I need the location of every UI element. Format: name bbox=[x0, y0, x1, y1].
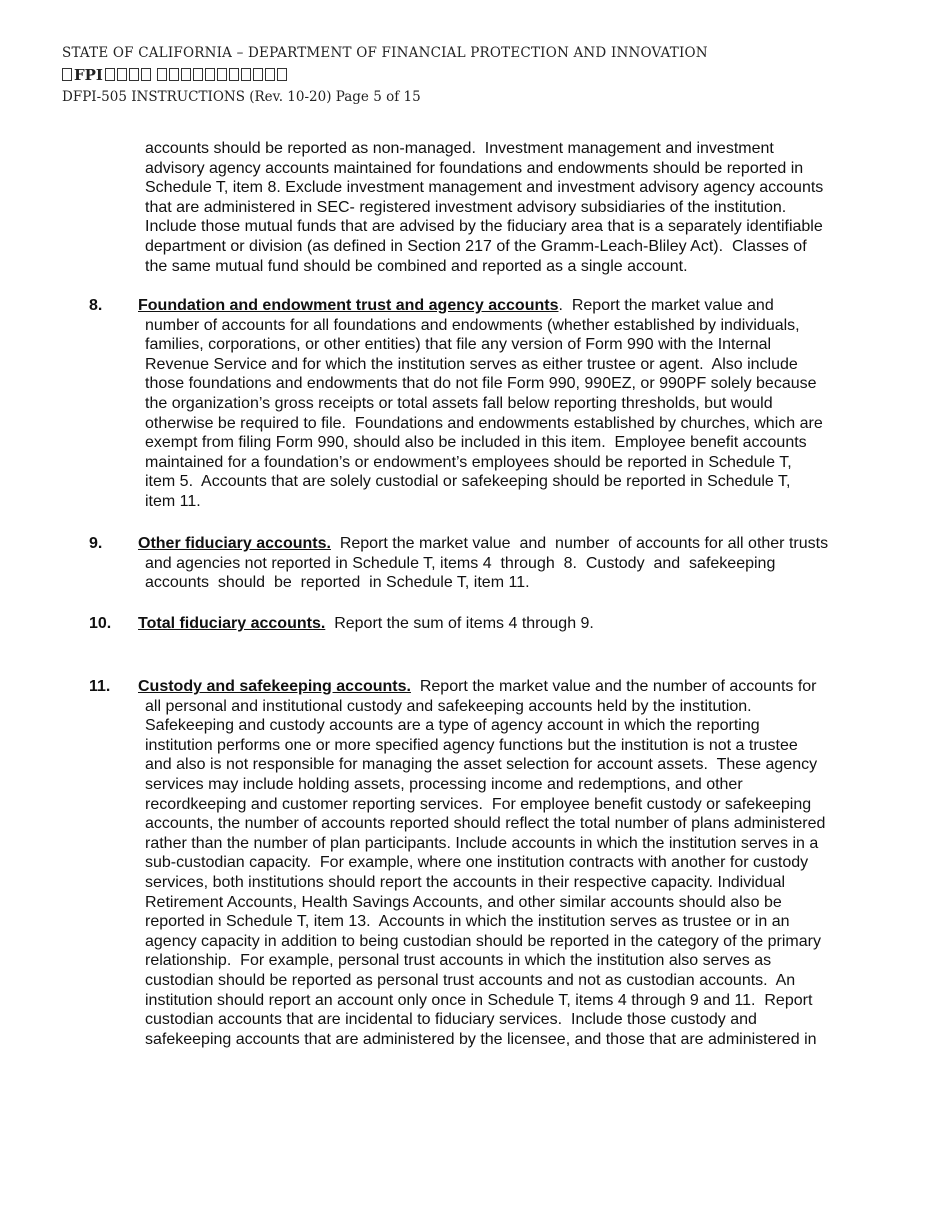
item-10-paragraph bbox=[138, 614, 880, 634]
text-line: advisory agency accounts maintained for foundations and endowments should be reported in bbox=[145, 159, 804, 177]
text-line: relationship. For example, personal trust accounts in which the institution also serves as bbox=[145, 952, 772, 970]
glyph-box-icon bbox=[141, 68, 151, 81]
text-line: number of accounts for all foundations and endowments (whether established by individuals, bbox=[145, 316, 800, 334]
text-line: services, both institutions should report the accounts in their respective capacity. Individual bbox=[145, 873, 786, 891]
text-line: reported in Schedule T, item 13. Accounts in which the institution serves as trustee or in an bbox=[145, 913, 790, 931]
glyph-box-icon bbox=[277, 68, 287, 81]
text-line: recordkeeping and customer reporting services. For employee benefit custody or safekeeping bbox=[145, 795, 812, 813]
glyph-box-icon bbox=[265, 68, 275, 81]
item-first-line bbox=[138, 296, 880, 316]
text-line: the organization’s gross receipts or total assets fall below reporting thresholds, but would bbox=[145, 394, 773, 412]
glyph-box-icon bbox=[193, 68, 203, 81]
glyph-box-icon bbox=[169, 68, 179, 81]
text-line: custodian should be reported as personal trust accounts and not as custodian accounts. An bbox=[145, 971, 796, 989]
item-first-line-text: Report the market value and number of accounts for all other trusts bbox=[330, 535, 829, 552]
item-first-line bbox=[138, 677, 880, 697]
text-line: Schedule T, item 8. Exclude investment management and investment advisory agency accounts bbox=[145, 179, 824, 197]
glyph-box-icon bbox=[217, 68, 227, 81]
text-line: exempt from filing Form 990, should also be included in this item. Employee benefit accounts bbox=[145, 434, 807, 452]
glyph-box-icon bbox=[62, 68, 72, 81]
text-line: department or division (as defined in Section 217 of the Gramm-Leach-Bliley Act). Classes of bbox=[145, 237, 807, 255]
item-9-paragraph bbox=[138, 534, 880, 593]
glyph-box-icon bbox=[129, 68, 139, 81]
item-first-line bbox=[138, 534, 880, 554]
text-line: accounts should be reported in Schedule T, item 11. bbox=[145, 574, 530, 592]
text-line: families, corporations, or other entities) that file any version of Form 990 with the Internal bbox=[145, 336, 772, 354]
text-line: Safekeeping and custody accounts are a type of agency account in which the reporting bbox=[145, 717, 760, 735]
item-first-line-text: . Report the market value and bbox=[558, 297, 774, 314]
agency-logo-line bbox=[62, 64, 708, 86]
glyph-box-icon bbox=[117, 68, 127, 81]
text-line: those foundations and endowments that do not file Form 990, 990EZ, or 990PF solely because bbox=[145, 375, 817, 393]
item-11-paragraph bbox=[138, 677, 880, 1049]
item-heading: Custody and safekeeping accounts. bbox=[138, 678, 411, 695]
form-identifier: DFPI-505 INSTRUCTIONS (Rev. 10-20) Page 5 of 15 bbox=[62, 89, 421, 105]
item-number: 10. bbox=[89, 615, 112, 632]
glyph-box-icon bbox=[253, 68, 263, 81]
item-heading: Foundation and endowment trust and agency accounts bbox=[138, 297, 559, 314]
text-line: accounts should be reported as non-managed. Investment management and investment bbox=[145, 140, 774, 157]
item-heading: Other fiduciary accounts. bbox=[138, 535, 331, 552]
text-line: item 5. Accounts that are solely custodial or safekeeping should be reported in Schedule T, bbox=[145, 473, 791, 491]
text-line: accounts, the number of accounts reported should reflect the total number of plans administered bbox=[145, 815, 826, 833]
text-line: item 11. bbox=[145, 492, 201, 510]
text-line: Include those mutual funds that are advised by the fiduciary area that is a separately identifiable bbox=[145, 218, 823, 236]
glyph-box-icon bbox=[229, 68, 239, 81]
text-line: that are administered in SEC- registered investment advisory subsidiaries of the institution. bbox=[145, 198, 787, 216]
item-first-line-text: Report the sum of items 4 through 9. bbox=[325, 615, 594, 632]
item-heading: Total fiduciary accounts. bbox=[138, 615, 326, 632]
text-line: Revenue Service and for which the institution serves as either trustee or agent. Also include bbox=[145, 355, 798, 373]
glyph-box-icon bbox=[241, 68, 251, 81]
text-line: and also is not responsible for managing the asset selection for account assets. These agency bbox=[145, 756, 818, 774]
glyph-box-icon bbox=[105, 68, 115, 81]
continuation-paragraph bbox=[145, 139, 880, 276]
glyph-box-icon bbox=[181, 68, 191, 81]
text-line: all personal and institutional custody and safekeeping accounts held by the institution. bbox=[145, 697, 752, 715]
page-header bbox=[62, 42, 708, 108]
item-number: 11. bbox=[89, 678, 111, 695]
text-line: institution should report an account only once in Schedule T, items 4 through 9 and 11. Report bbox=[145, 991, 813, 1009]
item-number: 9. bbox=[89, 535, 103, 552]
text-line: safekeeping accounts that are administered by the licensee, and those that are administered in bbox=[145, 1030, 817, 1048]
text-line: the same mutual fund should be combined and reported as a single account. bbox=[145, 257, 688, 275]
glyph-box-icon bbox=[205, 68, 215, 81]
text-line: maintained for a foundation’s or endowment’s employees should be reported in Schedule T, bbox=[145, 453, 792, 471]
item-first-line bbox=[138, 614, 880, 634]
text-line: Retirement Accounts, Health Savings Accounts, and other similar accounts should also be bbox=[145, 893, 782, 911]
text-line: institution performs one or more specified agency functions but the institution is not a trustee bbox=[145, 736, 798, 754]
text-line: custodian accounts that are incidental to fiduciary services. Include those custody and bbox=[145, 1011, 757, 1029]
agency-logo-text: FPI bbox=[74, 66, 103, 84]
item-8-paragraph bbox=[138, 296, 880, 512]
text-line: services may include holding assets, processing income and redemptions, and other bbox=[145, 775, 743, 793]
glyph-box-icon bbox=[157, 68, 167, 81]
department-title: STATE OF CALIFORNIA – DEPARTMENT OF FINANCIAL PROTECTION AND INNOVATION bbox=[62, 45, 708, 61]
text-line: otherwise be required to file. Foundations and endowments established by churches, which are bbox=[145, 414, 823, 432]
item-first-line-text: Report the market value and the number of accounts for bbox=[410, 678, 817, 695]
text-line: and agencies not reported in Schedule T, items 4 through 8. Custody and safekeeping bbox=[145, 554, 776, 572]
item-number: 8. bbox=[89, 297, 103, 314]
text-line: rather than the number of plan participants. Include accounts in which the institution serves in a bbox=[145, 834, 819, 852]
text-line: agency capacity in addition to being custodian should be reported in the category of the primary bbox=[145, 932, 821, 950]
text-line: sub-custodian capacity. For example, where one institution contracts with another for custody bbox=[145, 854, 809, 872]
